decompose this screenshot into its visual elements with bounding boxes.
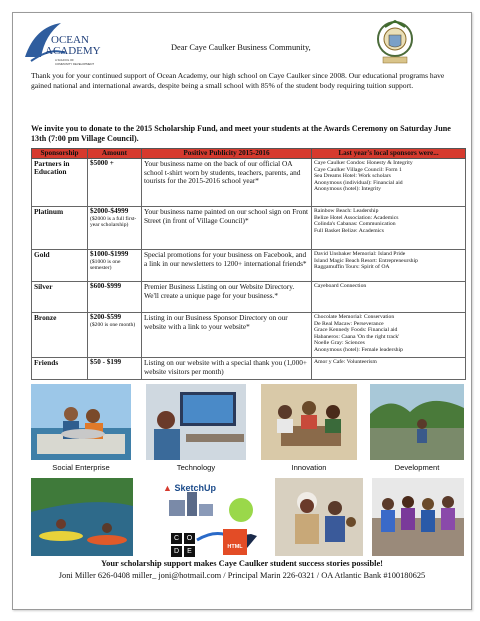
sponsorship-level: Gold	[32, 250, 88, 282]
header-publicity: Positive Publicity 2015-2016	[142, 149, 312, 159]
sponsor-entry: Caye Caulker Village Council: Form 1	[314, 166, 402, 173]
amount: $5000 +	[90, 159, 114, 167]
sponsor-entry: Anonymous (hotel): Female leadership	[314, 346, 403, 353]
sponsor-list	[312, 358, 466, 380]
sponsorship-level: Friends	[32, 358, 88, 380]
photo-computer-lab	[146, 384, 246, 460]
amount: $1000-$1999	[90, 250, 129, 258]
sponsorship-table	[31, 148, 466, 380]
sponsor-entry: Rainbow Beach: Leadership	[314, 208, 379, 214]
svg-text:COMMUNITY DEVELOPMENT: COMMUNITY DEVELOPMENT	[55, 62, 95, 66]
publicity-cell: Your business name on the back of our official OA school t-shirt worn by students, teachers, parents, and tourists for the 2015-2016 school year*	[142, 159, 312, 207]
amount-note: ($200 is one month)	[90, 321, 136, 328]
table-row	[32, 282, 466, 313]
svg-text:OCEAN: OCEAN	[51, 34, 89, 46]
success-statement: Your scholarship support makes Caye Caulker student success stories possible!	[101, 559, 383, 568]
sponsor-entry: Habaneros: Caana 'On the right track'	[314, 333, 400, 340]
code-tile-d: D	[171, 546, 182, 557]
amount-cell	[88, 250, 142, 282]
amount: $600-$999	[90, 282, 122, 290]
photo-kayaking	[31, 478, 133, 556]
photo-mangrove-planting	[370, 384, 464, 460]
sponsor-list	[312, 159, 466, 207]
table-row	[32, 313, 466, 358]
html5-label: HTML	[227, 544, 243, 550]
photo-students-workshop	[261, 384, 357, 460]
sponsor-entry: Island Magic Beach Resort: Entrepreneurship	[314, 257, 418, 264]
table-row	[32, 250, 466, 282]
svg-text:ACADEMY: ACADEMY	[45, 45, 101, 57]
sponsor-entry: Grace Kennedy Foods: Financial aid	[314, 327, 398, 334]
svg-text:A SCHOOL OF: A SCHOOL OF	[55, 58, 74, 62]
sponsor-entry: Chocolate Memorial: Conservation	[314, 314, 395, 320]
html5-badge	[223, 529, 247, 555]
amount-cell	[88, 207, 142, 250]
table-header-row	[32, 149, 466, 159]
contact-line: Joni Miller 626-0408 miller_ joni@hotmail.com / Principal Marin 226-0321 / OA Atlantic Bank #100180625	[58, 571, 426, 580]
ocean-academy-logo	[21, 17, 101, 71]
publicity-cell: Listing in our Business Sponsor Directory on our website with a link to your website*	[142, 313, 312, 358]
photo-students-group	[372, 478, 464, 556]
sponsor-list	[312, 282, 466, 313]
sponsor-entry: Anonymous (individual): Financial aid	[314, 179, 403, 186]
sketchup-icon: ▲	[163, 483, 172, 493]
sponsor-list	[312, 250, 466, 282]
sponsor-entry: Noelle Gray: Sciences	[314, 340, 365, 347]
sponsor-entry: Belize Hotel Association: Academics	[314, 214, 399, 221]
table-row	[32, 159, 466, 207]
sponsor-list	[312, 207, 466, 250]
publicity-cell: Premier Business Listing on our Website Directory. We'll create a unique page for your business.*	[142, 282, 312, 313]
photo-community-elder	[275, 478, 363, 556]
sponsor-entry: Amor y Cafe: Volunteerism	[314, 359, 377, 365]
sponsor-entry: De Real Macaw: Perseverance	[314, 320, 384, 327]
sponsor-entry: David Unsbaker Memorial: Island Pride	[314, 251, 406, 257]
photo-fishing-boat	[31, 384, 131, 460]
sketchup-logo	[163, 483, 216, 493]
letter-page	[12, 12, 472, 610]
sponsorship-level: Silver	[32, 282, 88, 313]
amount-cell	[88, 313, 142, 358]
coat-of-arms-icon	[373, 17, 417, 67]
sponsor-entry: Raggamuffin Tours: Spirit of OA	[314, 264, 390, 271]
header-last-year-sponsors: Last year's local sponsors were...	[312, 149, 466, 159]
publicity-cell: Your business name painted on our school sign on Front Street (in front of Village Council)*	[142, 207, 312, 250]
sponsor-entry: Full Basket Belize: Academics	[314, 227, 384, 234]
table-row	[32, 207, 466, 250]
sponsorship-level: Partners in Education	[32, 159, 88, 207]
caption-development: Development	[394, 463, 440, 472]
publicity-cell: Special promotions for your business on Facebook, and a link in our newsletters to 1200+ international friends*	[142, 250, 312, 282]
amount-note: ($2000 is a full first-year scholarship)	[90, 215, 137, 229]
caption-social-enterprise: Social Enterprise	[52, 463, 110, 472]
header-sponsorship: Sponsorship	[32, 149, 88, 159]
code-tile-c: C	[171, 533, 182, 544]
sponsorship-level: Bronze	[32, 313, 88, 358]
amount-note: ($1000 is one semester)	[90, 258, 121, 272]
header-amount: Amount	[88, 149, 142, 159]
sponsorship-level: Platinum	[32, 207, 88, 250]
intro-paragraph: Thank you for your continued support of Ocean Academy, our high school on Caye Caulker since 2008. Our educational programs have gained national and international awards, despite being a small school with 85% of the student body requiring tuition support.	[31, 71, 445, 90]
amount-cell	[88, 282, 142, 313]
table-row	[32, 358, 466, 380]
amount: $2000-$4999	[90, 207, 129, 215]
sketchup-label: SketchUp	[174, 483, 216, 493]
publicity-cell: Listing on our website with a special thank you (1,000+ website visitors per month)	[142, 358, 312, 380]
caption-innovation: Innovation	[291, 463, 327, 472]
amount-cell	[88, 159, 142, 207]
sponsor-entry: Cayeboard Connection	[314, 283, 367, 289]
amount: $50 - $199	[90, 358, 122, 366]
invitation-paragraph: We invite you to donate to the 2015 Scholarship Fund, and meet your students at the Awards Ceremony on Saturday June 13th (7:00 pm Village Council).	[31, 124, 451, 143]
sponsor-entry: Anonymous (hotel): Integrity	[314, 186, 381, 193]
sponsor-entry: Colinda's Cabanas: Communication	[314, 221, 396, 228]
amount-cell	[88, 358, 142, 380]
amount: $200-$599	[90, 313, 122, 321]
sponsor-list	[312, 313, 466, 358]
code-tile-o: O	[184, 533, 195, 544]
sponsor-entry: Caye Caulker Condos: Honesty & Integrity	[314, 160, 413, 166]
caption-technology: Technology	[176, 463, 216, 472]
sponsor-entry: Sea Dreams Hotel: Work scholars	[314, 173, 391, 180]
salutation: Dear Caye Caulker Business Community,	[171, 43, 311, 52]
code-tile-e: E	[184, 546, 195, 557]
